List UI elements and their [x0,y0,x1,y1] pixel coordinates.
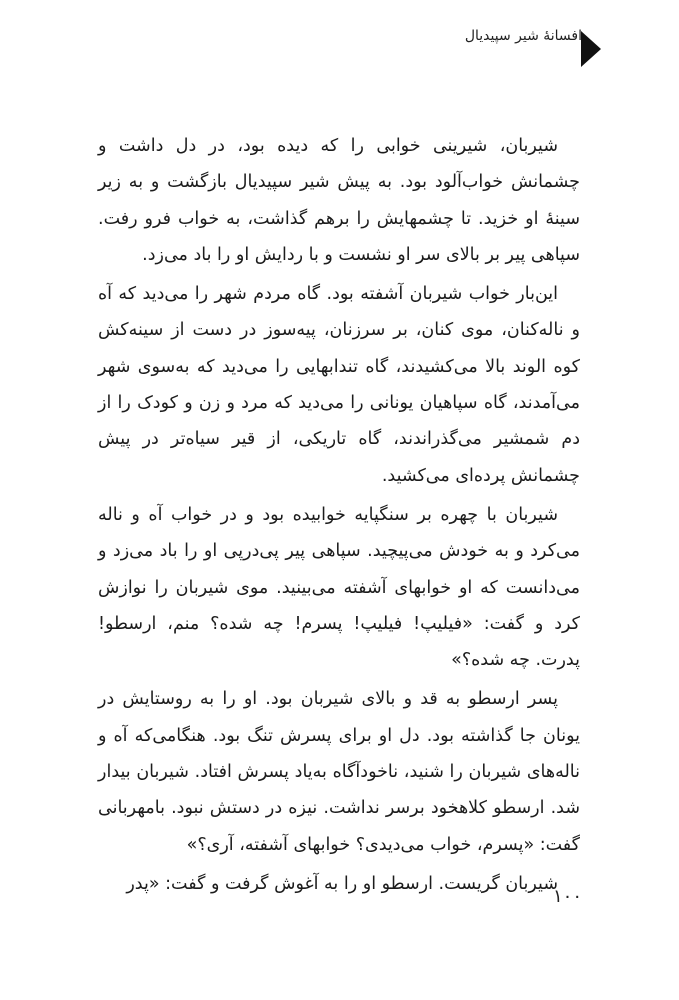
page-body [98,128,580,905]
paragraph-2: این‌بار خواب شیربان آشفته بود. گاه مردم شهر را می‌دید که آه و ناله‌کنان، موی کنان، بر سرزنان، پیه‌سوز در دست از سینه‌کش کوه الوند بالا می‌کشیدند، گاه تندابهایی را می‌دید که به‌سوی شهر می‌آمدند، گاه سپاهیان یونانی را می‌دید که مرد و زن و کودک را از دم شمشیر می‌گذراندند، گاه تاریکی، از قیر سیاه‌تر در پیش چشمانش پرده‌ای می‌کشید. [98,284,580,486]
running-title: افسانهٔ شیر سپیدیال [464,28,582,44]
paragraph-5: شیربان گریست. ارسطو او را به آغوش گرفت و گفت: «پدر [126,873,558,894]
paragraph-3: شیربان با چهره بر سنگپایه خوابیده بود و در خواب آه و ناله می‌کرد و به خودش می‌پیچید. سپاهی پیر پی‌درپی او را باد می‌زد و می‌دانست که او خوابهای آشفته می‌بینید. موی شیربان را نوازش کرد و گفت: «فیلیپ! فیلیپ! پسرم! چه شده؟ منم، ارسطو! پدرت. چه شده؟» [98,504,580,671]
page-number: ۱۰۰ [552,886,582,907]
triangle-marker-icon [581,31,601,67]
paragraph-1: شیربان، شیرینی خوابی را که دیده بود، در دل داشت و چشمانش خواب‌آلود بود. به پیش شیر سپیدیال بازگشت و به زیر سینهٔ او خزید. تا چشمهایش را برهم گذاشت، به خواب فرو رفت. سپاهی پیر بر بالای سر او نشست و با ردایش او را باد می‌زد. [98,136,580,265]
paragraph-4: پسر ارسطو به قد و بالای شیربان بود. او را به روستایش در یونان جا گذاشته بود. دل او برای پسرش تنگ بود. هنگامی‌که آه و ناله‌های شیربان را شنید، ناخودآگاه به‌یاد پسرش افتاد. شیربان بیدار شد. ارسطو کلاهخود برسر نداشت. نیزه در دستش نبود. بامهربانی گفت: «پسرم، خواب می‌دیدی؟ خوابهای آشفته، آری؟» [98,689,580,855]
